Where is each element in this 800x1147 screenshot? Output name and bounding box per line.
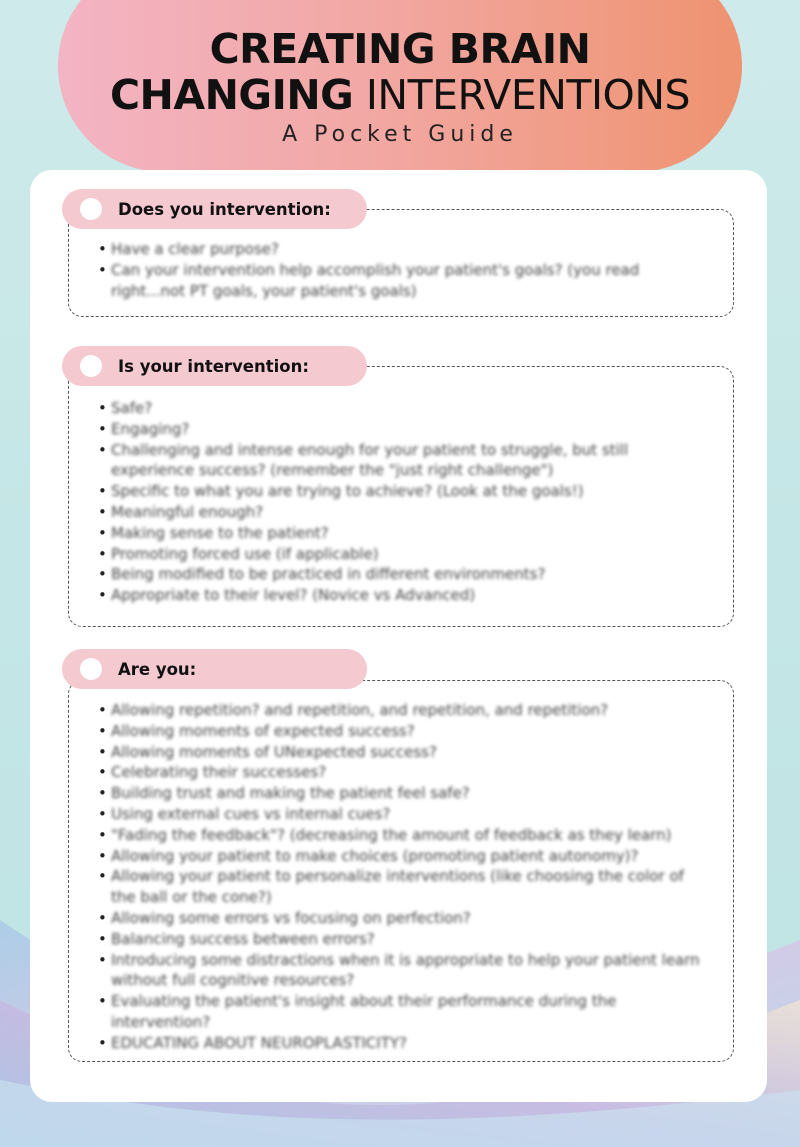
list-item: • Evaluating the patient's insight about their performance during the intervention? xyxy=(98,991,708,1033)
section-item-list xyxy=(98,239,698,301)
section-heading: Does you intervention: xyxy=(118,199,331,219)
list-item: • Promoting forced use (if applicable) xyxy=(98,544,698,565)
list-item: • Allowing your patient to personalize interventions (like choosing the color of the ball or the cone?) xyxy=(98,866,708,908)
list-item: • Balancing success between errors? xyxy=(98,929,708,950)
list-item: • Specific to what you are trying to achieve? (Look at the goals!) xyxy=(98,481,698,502)
list-item: • Challenging and intense enough for your patient to struggle, but still experience success? (remember the "just right challenge") xyxy=(98,440,698,482)
list-item: • Celebrating their successes? xyxy=(98,762,708,783)
list-item: • Using external cues vs internal cues? xyxy=(98,804,708,825)
list-item: • Allowing moments of expected success? xyxy=(98,721,708,742)
list-item: • Allowing some errors vs focusing on perfection? xyxy=(98,908,708,929)
list-item: • Meaningful enough? xyxy=(98,502,698,523)
title-line-1: CREATING BRAIN xyxy=(209,25,591,73)
list-item: • Safe? xyxy=(98,398,698,419)
list-item: • Allowing moments of UNexpected success? xyxy=(98,742,708,763)
list-item: • Engaging? xyxy=(98,419,698,440)
section-heading-tab xyxy=(62,189,367,229)
list-item: • "Fading the feedback"? (decreasing the amount of feedback as they learn) xyxy=(98,825,708,846)
list-item: • Can your intervention help accomplish your patient's goals? (you read right...not PT goals, your patient's goals) xyxy=(98,260,698,302)
circle-bullet-icon xyxy=(80,198,102,220)
content-card xyxy=(30,170,767,1102)
section-heading-tab xyxy=(62,649,367,689)
list-item: • Appropriate to their level? (Novice vs Advanced) xyxy=(98,585,698,606)
list-item: • Being modified to be practiced in different environments? xyxy=(98,564,698,585)
list-item: • Allowing repetition? and repetition, and repetition, and repetition? xyxy=(98,700,708,721)
circle-bullet-icon xyxy=(80,658,102,680)
list-item: • Introducing some distractions when it is appropriate to help your patient learn without full cognitive resources? xyxy=(98,950,708,992)
list-item: • Allowing your patient to make choices (promoting patient autonomy)? xyxy=(98,846,708,867)
section-item-list xyxy=(98,700,708,1054)
page-subtitle: A Pocket Guide xyxy=(282,122,518,147)
section-heading-tab xyxy=(62,346,367,386)
title-line-2-light: INTERVENTIONS xyxy=(365,71,691,119)
list-item: • Have a clear purpose? xyxy=(98,239,698,260)
section-item-list xyxy=(98,398,698,606)
list-item: • Building trust and making the patient feel safe? xyxy=(98,783,708,804)
circle-bullet-icon xyxy=(80,355,102,377)
list-item: • Making sense to the patient? xyxy=(98,523,698,544)
title-line-2-bold: CHANGING xyxy=(109,71,354,119)
list-item: • EDUCATING ABOUT NEUROPLASTICITY? xyxy=(98,1033,708,1054)
section-heading: Is your intervention: xyxy=(118,356,309,376)
section-heading: Are you: xyxy=(118,659,197,679)
page-title xyxy=(0,26,800,118)
